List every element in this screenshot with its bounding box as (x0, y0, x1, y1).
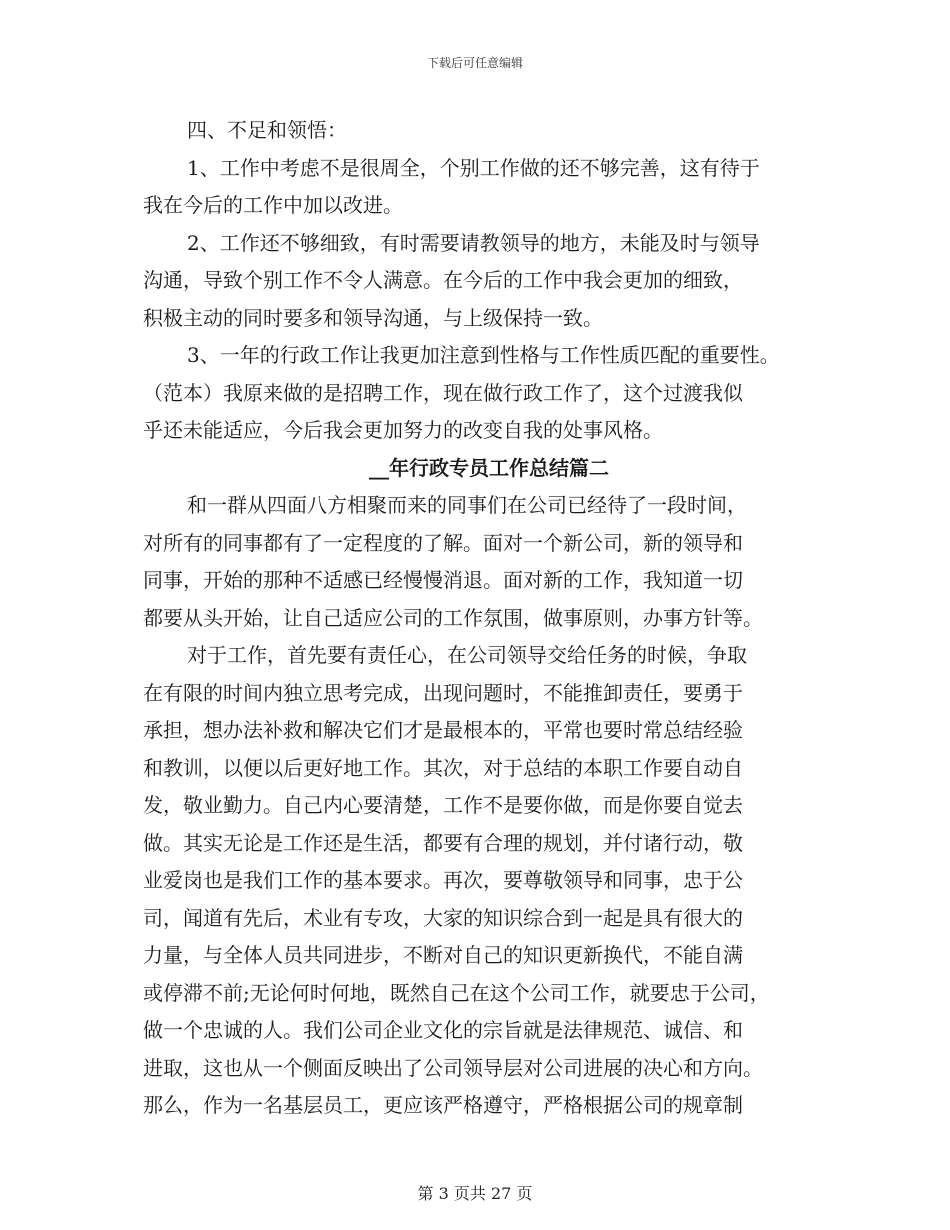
paragraph-line: 2、工作还不够细致，有时需要请教领导的地方，未能及时与领导 (187, 230, 760, 255)
paragraph-line: 在有限的时间内独立思考完成，出现问题时，不能推卸责任，要勇于 (143, 680, 743, 705)
paragraph-line: 1、工作中考虑不是很周全，个别工作做的还不够完善，这有待于 (187, 155, 760, 180)
paragraph-line: 承担，想办法补救和解决它们才是最根本的，平常也要时常总结经验 (143, 718, 743, 742)
paragraph-line: 做。其实无论是工作还是生活，都要有合理的规划，并付诸行动，敬 (143, 830, 743, 855)
paragraph-line: 进取，这也从一个侧面反映出了公司领导层对公司进展的决心和方向。 (143, 1055, 763, 1080)
page-header: 下载后可任意编辑 (426, 56, 523, 70)
document-body (143, 112, 823, 1125)
paragraph-line: 和教训，以便以后更好地工作。其次，对于总结的本职工作要自动自 (143, 755, 743, 780)
paragraph-line: 乎还未能适应，今后我会更加努力的改变自我的处事风格。 (143, 418, 663, 442)
paragraph-line: 做一个忠诚的人。我们公司企业文化的宗旨就是法律规范、诚信、和 (143, 1018, 743, 1042)
page-number-footer: 第 3 页共 27 页 (417, 1184, 533, 1203)
paragraph-line: 沟通，导致个别工作不令人满意。在今后的工作中我会更加的细致， (143, 268, 743, 292)
paragraph-line: （范本）我原来做的是招聘工作，现在做行政工作了，这个过渡我似 (143, 380, 743, 405)
paragraph-line: 都要从头开始，让自己适应公司的工作氛围，做事原则，办事方针等。 (143, 605, 763, 630)
paragraph-line: 同事，开始的那种不适感已经慢慢消退。面对新的工作，我知道一切 (143, 568, 743, 592)
paragraph-line: 四、不足和领悟： (187, 118, 347, 142)
paragraph-line: 对于工作，首先要有责任心，在公司领导交给任务的时候，争取 (187, 643, 747, 667)
paragraph-line: 我在今后的工作中加以改进。 (143, 193, 403, 217)
paragraph-line: 司，闻道有先后，术业有专攻，大家的知识综合到一起是具有很大的 (143, 905, 743, 930)
paragraph-line: 或停滞不前;无论何时何地，既然自己在这个公司工作，就要忠于公司， (143, 980, 770, 1005)
paragraph-line: 力量，与全体人员共同进步，不断对自己的知识更新换代，不能自满 (143, 943, 743, 967)
paragraph-line: 3、一年的行政工作让我更加注意到性格与工作性质匹配的重要性。 (187, 343, 780, 367)
paragraph-line: 对所有的同事都有了一定程度的了解。面对一个新公司，新的领导和 (143, 530, 743, 555)
paragraph-line: 和一群从四面八方相聚而来的同事们在公司已经待了一段时间， (187, 493, 747, 517)
section-heading: __年行政专员工作总结篇二 (369, 455, 609, 480)
paragraph-line: 发，敬业勤力。自己内心要清楚，工作不是要你做，而是你要自觉去 (143, 793, 743, 817)
paragraph-line: 那么，作为一名基层员工，更应该严格遵守，严格根据公司的规章制 (143, 1093, 743, 1117)
paragraph-line: 积极主动的同时要多和领导沟通，与上级保持一致。 (143, 305, 603, 330)
paragraph-line: 业爱岗也是我们工作的基本要求。再次，要尊敬领导和同事，忠于公 (143, 868, 743, 892)
